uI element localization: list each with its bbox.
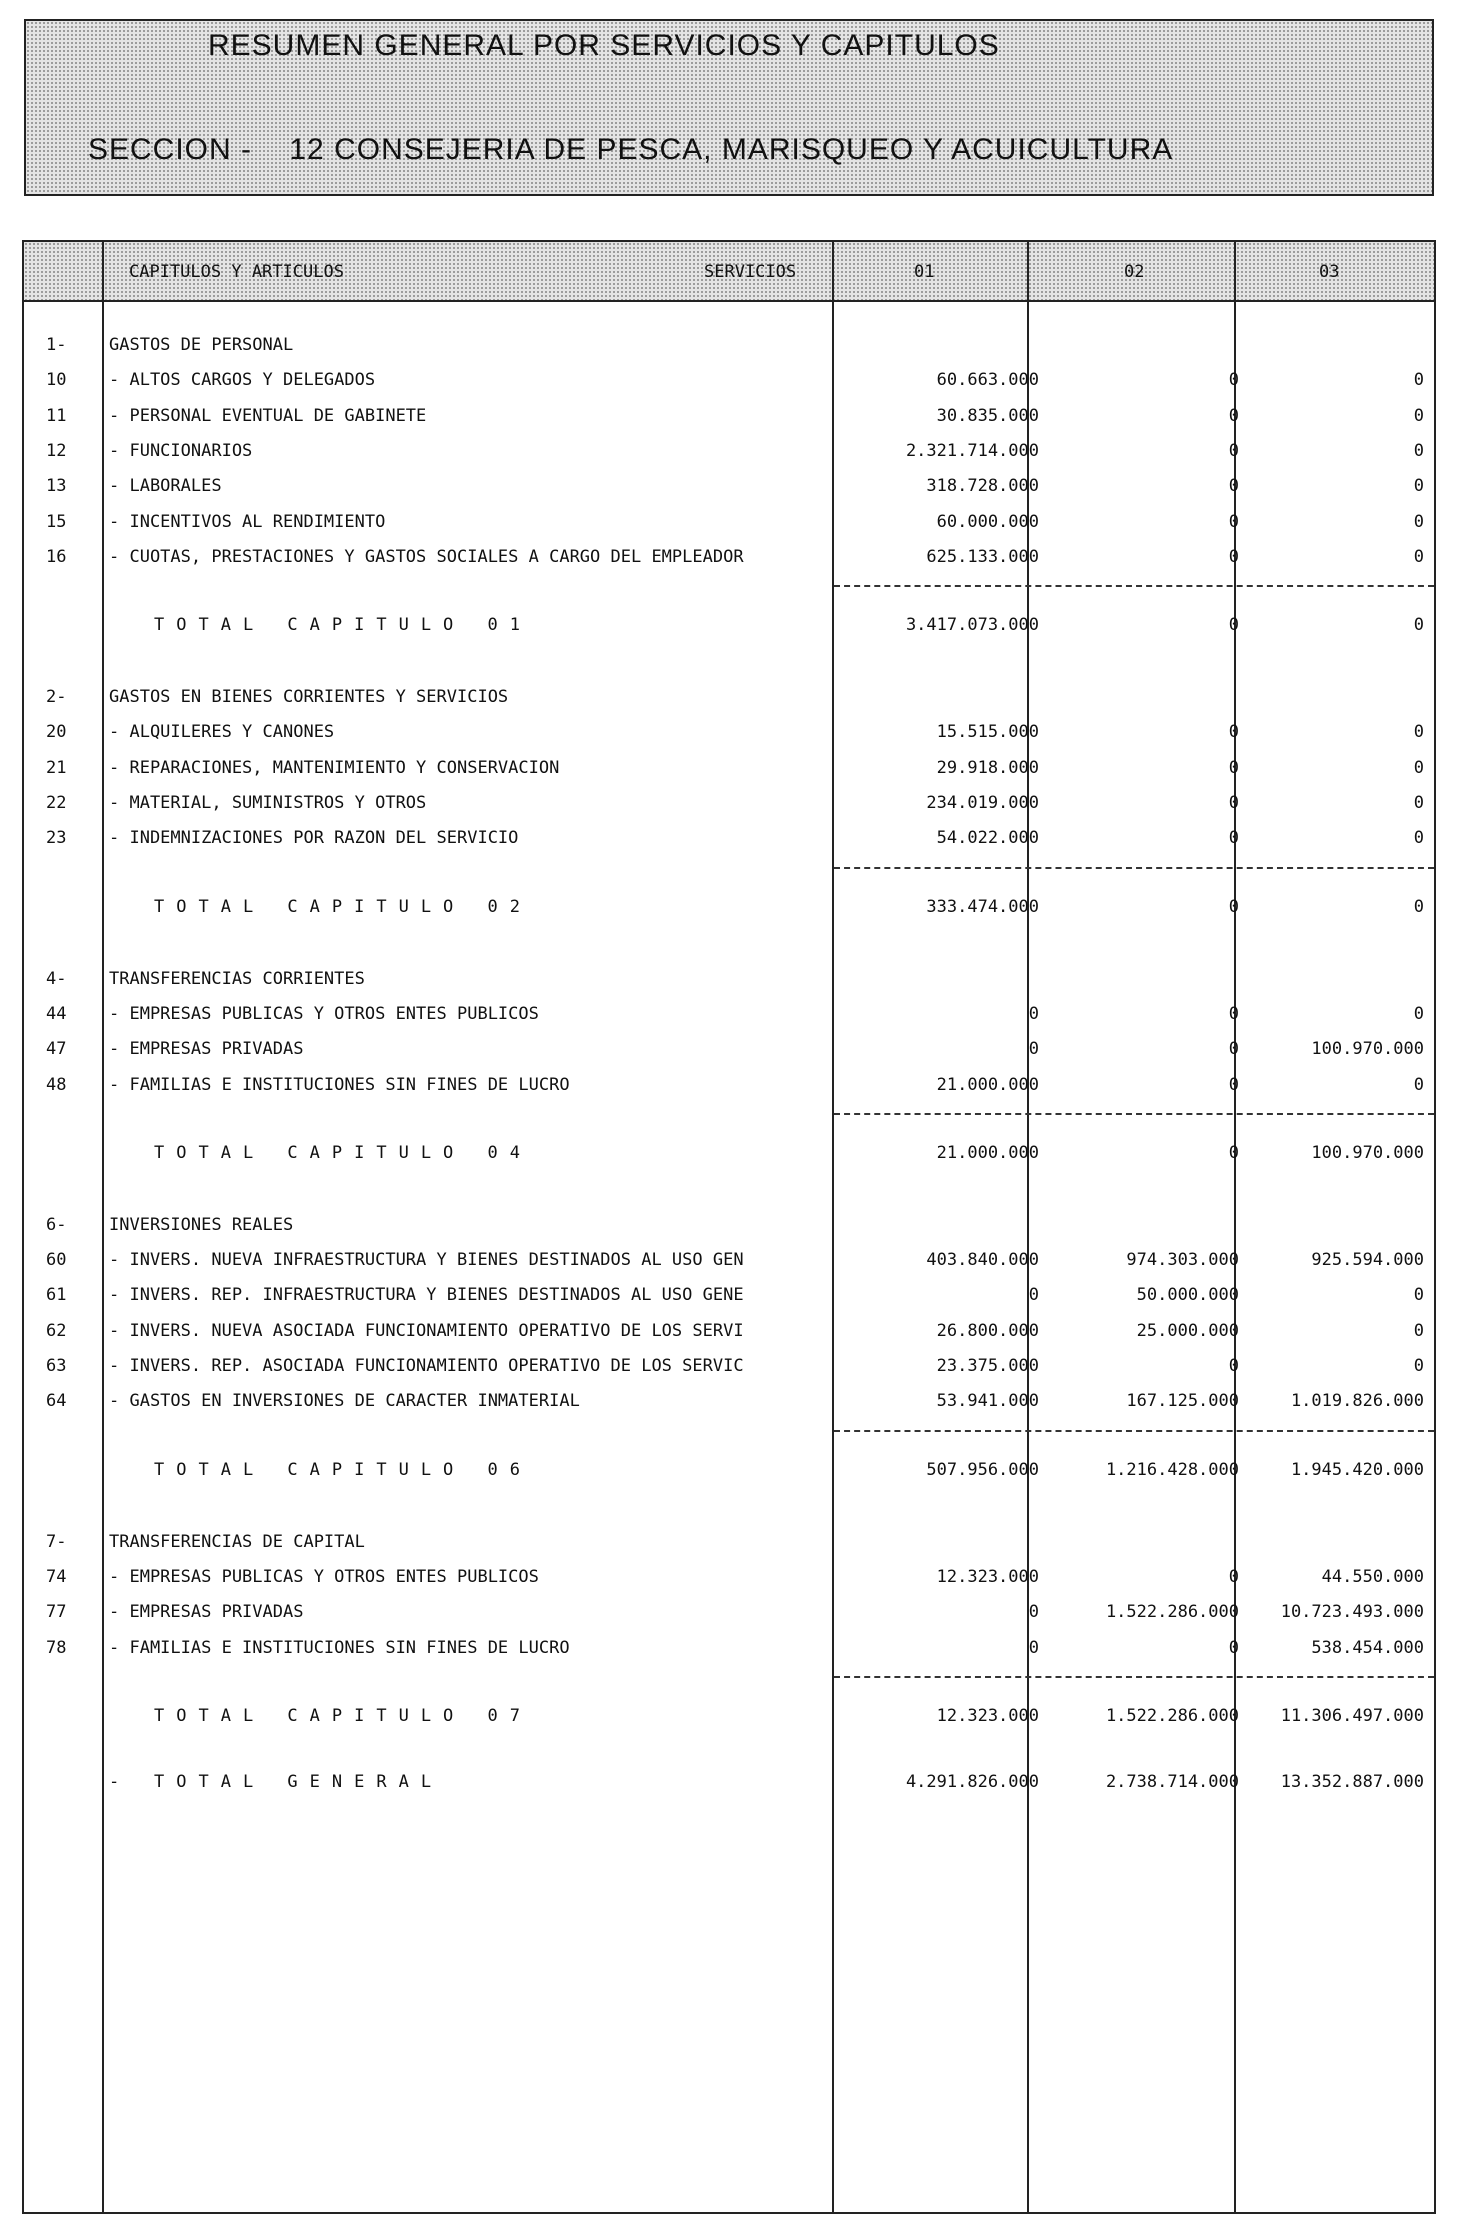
column-header-01: 01	[914, 262, 935, 282]
article-code: 78	[46, 1637, 67, 1658]
column-header-02: 02	[1124, 262, 1145, 282]
service-01-value: 625.133.000	[926, 546, 1039, 567]
article-code: 74	[46, 1566, 67, 1587]
chapter-total-row	[24, 892, 1434, 922]
article-description: - INVERS. REP. ASOCIADA FUNCIONAMIENTO OPERATIVO DE LOS SERVIC	[109, 1356, 744, 1376]
service-01-value: 53.941.000	[936, 1391, 1039, 1412]
chapter-heading-row	[24, 682, 1434, 712]
article-code: 10	[46, 370, 67, 391]
service-01-value: 30.835.000	[936, 405, 1039, 426]
service-02-value: 974.303.000	[1126, 1250, 1239, 1271]
service-02-value: 0	[1228, 828, 1239, 849]
chapter-total-label: TOTAL CAPITULO 07	[154, 1705, 532, 1726]
service-01-value: 21.000.000	[936, 1074, 1039, 1095]
article-code: 12	[46, 440, 67, 461]
table-row	[24, 471, 1434, 501]
article-code: 20	[46, 722, 67, 743]
subtotal-separator	[834, 1113, 1434, 1115]
service-01-value: 2.321.714.000	[905, 440, 1039, 461]
table-row	[24, 401, 1434, 431]
table-row	[24, 542, 1434, 572]
table-row	[24, 1386, 1434, 1416]
article-description: - INVERS. REP. INFRAESTRUCTURA Y BIENES DESTINADOS AL USO GENE	[109, 1285, 744, 1306]
service-03-value: 0	[1413, 1320, 1424, 1341]
service-02-value: 0	[1228, 1039, 1239, 1060]
service-01-value: 0	[1028, 1285, 1039, 1306]
total-service-01: 3.417.073.000	[905, 615, 1039, 636]
service-02-value: 0	[1228, 1074, 1239, 1095]
chapter-code: 6-	[46, 1214, 67, 1235]
service-01-value: 29.918.000	[936, 757, 1039, 778]
service-03-value: 925.594.000	[1311, 1250, 1424, 1271]
table-row	[24, 1562, 1434, 1592]
chapter-code: 1-	[46, 335, 67, 355]
total-service-01: 21.000.000	[936, 1142, 1039, 1163]
subtotal-separator	[834, 1676, 1434, 1678]
table-row	[24, 717, 1434, 747]
column-header-03: 03	[1319, 262, 1340, 282]
service-02-value: 0	[1228, 511, 1239, 532]
service-02-value: 50.000.000	[1136, 1285, 1239, 1306]
article-description: - FAMILIAS E INSTITUCIONES SIN FINES DE LUCRO	[109, 1074, 570, 1095]
service-03-value: 0	[1413, 757, 1424, 778]
column-header-services: SERVICIOS	[704, 262, 797, 282]
article-code: 63	[46, 1356, 67, 1376]
article-description: - INCENTIVOS AL RENDIMIENTO	[109, 511, 386, 532]
subtotal-separator	[834, 867, 1434, 869]
service-01-value: 0	[1028, 1039, 1039, 1060]
service-01-value: 12.323.000	[936, 1566, 1039, 1587]
total-service-01: 12.323.000	[936, 1705, 1039, 1726]
total-service-01: 507.956.000	[926, 1459, 1039, 1480]
table-row	[24, 1034, 1434, 1064]
service-01-value: 26.800.000	[936, 1320, 1039, 1341]
service-03-value: 0	[1413, 440, 1424, 461]
grand-total-service-02: 2.738.714.000	[1105, 1771, 1239, 1792]
service-02-value: 0	[1228, 405, 1239, 426]
article-description: - REPARACIONES, MANTENIMIENTO Y CONSERVACION	[109, 757, 560, 778]
chapter-total-row	[24, 610, 1434, 640]
article-code: 15	[46, 511, 67, 532]
service-03-value: 0	[1413, 1074, 1424, 1095]
article-description: - EMPRESAS PRIVADAS	[109, 1039, 304, 1060]
article-description: - GASTOS EN INVERSIONES DE CARACTER INMATERIAL	[109, 1391, 580, 1412]
service-01-value: 234.019.000	[926, 793, 1039, 813]
table-row	[24, 507, 1434, 537]
service-01-value: 60.663.000	[936, 370, 1039, 391]
service-03-value: 0	[1413, 722, 1424, 743]
total-service-03: 100.970.000	[1311, 1142, 1424, 1163]
chapter-total-label: TOTAL CAPITULO 06	[154, 1459, 532, 1480]
chapter-heading-row	[24, 330, 1434, 360]
article-code: 60	[46, 1250, 67, 1271]
total-service-02: 0	[1228, 615, 1239, 636]
table-row	[24, 788, 1434, 818]
service-03-value: 0	[1413, 828, 1424, 849]
service-02-value: 0	[1228, 722, 1239, 743]
service-01-value: 403.840.000	[926, 1250, 1039, 1271]
subtotal-separator	[834, 585, 1434, 587]
article-code: 48	[46, 1074, 67, 1095]
article-code: 47	[46, 1039, 67, 1060]
total-service-03: 0	[1413, 896, 1424, 917]
service-02-value: 25.000.000	[1136, 1320, 1239, 1341]
service-02-value: 0	[1228, 1003, 1239, 1024]
article-code: 44	[46, 1003, 67, 1024]
grand-total-row	[24, 1767, 1434, 1797]
article-description: - INDEMNIZACIONES POR RAZON DEL SERVICIO	[109, 828, 519, 849]
service-02-value: 0	[1228, 1356, 1239, 1376]
table-row	[24, 365, 1434, 395]
article-description: - INVERS. NUEVA INFRAESTRUCTURA Y BIENES DESTINADOS AL USO GEN	[109, 1250, 744, 1271]
service-01-value: 0	[1028, 1637, 1039, 1658]
budget-table	[22, 240, 1436, 2214]
service-03-value: 44.550.000	[1321, 1566, 1424, 1587]
service-02-value: 1.522.286.000	[1105, 1602, 1239, 1623]
service-02-value: 0	[1228, 793, 1239, 813]
chapter-total-label: TOTAL CAPITULO 04	[154, 1142, 532, 1163]
subtotal-separator	[834, 1430, 1434, 1432]
article-description: - ALQUILERES Y CANONES	[109, 722, 335, 743]
article-description: - ALTOS CARGOS Y DELEGADOS	[109, 370, 376, 391]
article-description: - CUOTAS, PRESTACIONES Y GASTOS SOCIALES A CARGO DEL EMPLEADOR	[109, 546, 744, 567]
grand-total-service-03: 13.352.887.000	[1280, 1771, 1424, 1792]
service-03-value: 0	[1413, 370, 1424, 391]
service-01-value: 318.728.000	[926, 476, 1039, 497]
chapter-code: 4-	[46, 968, 67, 989]
section-name: 12 CONSEJERIA DE PESCA, MARISQUEO Y ACUICULTURA	[289, 133, 1174, 166]
service-03-value: 0	[1413, 793, 1424, 813]
article-code: 23	[46, 828, 67, 849]
total-service-03: 11.306.497.000	[1280, 1705, 1424, 1726]
chapter-title: GASTOS DE PERSONAL	[109, 335, 294, 355]
table-row	[24, 1633, 1434, 1663]
article-code: 21	[46, 757, 67, 778]
chapter-total-row	[24, 1455, 1434, 1485]
section-label: SECCION -	[88, 133, 253, 166]
chapter-total-row	[24, 1138, 1434, 1168]
table-row	[24, 999, 1434, 1029]
table-row	[24, 1351, 1434, 1381]
service-02-value: 0	[1228, 476, 1239, 497]
article-description: - PERSONAL EVENTUAL DE GABINETE	[109, 405, 427, 426]
total-service-02: 1.522.286.000	[1105, 1705, 1239, 1726]
table-header	[24, 242, 1434, 302]
service-02-value: 0	[1228, 1637, 1239, 1658]
chapter-heading-row	[24, 964, 1434, 994]
table-row	[24, 1245, 1434, 1275]
chapter-title: GASTOS EN BIENES CORRIENTES Y SERVICIOS	[109, 687, 509, 708]
table-row	[24, 1070, 1434, 1100]
service-03-value: 0	[1413, 476, 1424, 497]
chapter-heading-row	[24, 1527, 1434, 1557]
service-03-value: 10.723.493.000	[1280, 1602, 1424, 1623]
service-01-value: 54.022.000	[936, 828, 1039, 849]
service-03-value: 0	[1413, 1003, 1424, 1024]
service-03-value: 0	[1413, 546, 1424, 567]
section-line	[88, 133, 1173, 167]
grand-total-label: TOTAL GENERAL	[154, 1771, 444, 1792]
total-service-02: 1.216.428.000	[1105, 1459, 1239, 1480]
article-code: 22	[46, 793, 67, 813]
article-code: 16	[46, 546, 67, 567]
chapter-total-label: TOTAL CAPITULO 02	[154, 896, 532, 917]
service-03-value: 538.454.000	[1311, 1637, 1424, 1658]
table-row	[24, 753, 1434, 783]
table-row	[24, 1597, 1434, 1627]
column-header-articles: CAPITULOS Y ARTICULOS	[129, 262, 344, 282]
service-01-value: 60.000.000	[936, 511, 1039, 532]
article-code: 64	[46, 1391, 67, 1412]
article-description: - FUNCIONARIOS	[109, 440, 253, 461]
article-description: - EMPRESAS PUBLICAS Y OTROS ENTES PUBLICOS	[109, 1003, 539, 1024]
article-description: - EMPRESAS PUBLICAS Y OTROS ENTES PUBLICOS	[109, 1566, 539, 1587]
total-service-02: 0	[1228, 1142, 1239, 1163]
chapter-title: INVERSIONES REALES	[109, 1214, 294, 1235]
article-code: 62	[46, 1320, 67, 1341]
grand-total-dash: -	[109, 1771, 120, 1792]
article-description: - INVERS. NUEVA ASOCIADA FUNCIONAMIENTO OPERATIVO DE LOS SERVI	[109, 1320, 744, 1341]
table-row	[24, 1316, 1434, 1346]
service-02-value: 167.125.000	[1126, 1391, 1239, 1412]
service-01-value: 15.515.000	[936, 722, 1039, 743]
article-code: 11	[46, 405, 67, 426]
article-code: 61	[46, 1285, 67, 1306]
article-description: - FAMILIAS E INSTITUCIONES SIN FINES DE LUCRO	[109, 1637, 570, 1658]
service-02-value: 0	[1228, 370, 1239, 391]
total-service-03: 0	[1413, 615, 1424, 636]
service-02-value: 0	[1228, 440, 1239, 461]
total-service-01: 333.474.000	[926, 896, 1039, 917]
service-02-value: 0	[1228, 546, 1239, 567]
chapter-code: 7-	[46, 1531, 67, 1552]
article-description: - MATERIAL, SUMINISTROS Y OTROS	[109, 793, 427, 813]
service-03-value: 0	[1413, 1356, 1424, 1376]
chapter-total-row	[24, 1701, 1434, 1731]
service-01-value: 23.375.000	[936, 1356, 1039, 1376]
chapter-heading-row	[24, 1210, 1434, 1240]
service-01-value: 0	[1028, 1003, 1039, 1024]
service-02-value: 0	[1228, 757, 1239, 778]
service-01-value: 0	[1028, 1602, 1039, 1623]
chapter-title: TRANSFERENCIAS CORRIENTES	[109, 968, 365, 989]
chapter-title: TRANSFERENCIAS DE CAPITAL	[109, 1531, 365, 1552]
total-service-02: 0	[1228, 896, 1239, 917]
article-description: - EMPRESAS PRIVADAS	[109, 1602, 304, 1623]
table-row	[24, 1280, 1434, 1310]
grand-total-service-01: 4.291.826.000	[905, 1771, 1039, 1792]
article-description: - LABORALES	[109, 476, 222, 497]
total-service-03: 1.945.420.000	[1290, 1459, 1424, 1480]
report-title: RESUMEN GENERAL POR SERVICIOS Y CAPITULOS	[208, 29, 1000, 62]
service-03-value: 1.019.826.000	[1290, 1391, 1424, 1412]
service-03-value: 0	[1413, 511, 1424, 532]
article-code: 77	[46, 1602, 67, 1623]
table-row	[24, 436, 1434, 466]
service-03-value: 100.970.000	[1311, 1039, 1424, 1060]
chapter-code: 2-	[46, 687, 67, 708]
service-03-value: 0	[1413, 1285, 1424, 1306]
report-header	[24, 19, 1434, 196]
article-code: 13	[46, 476, 67, 497]
chapter-total-label: TOTAL CAPITULO 01	[154, 615, 532, 636]
table-row	[24, 823, 1434, 853]
service-02-value: 0	[1228, 1566, 1239, 1587]
service-03-value: 0	[1413, 405, 1424, 426]
